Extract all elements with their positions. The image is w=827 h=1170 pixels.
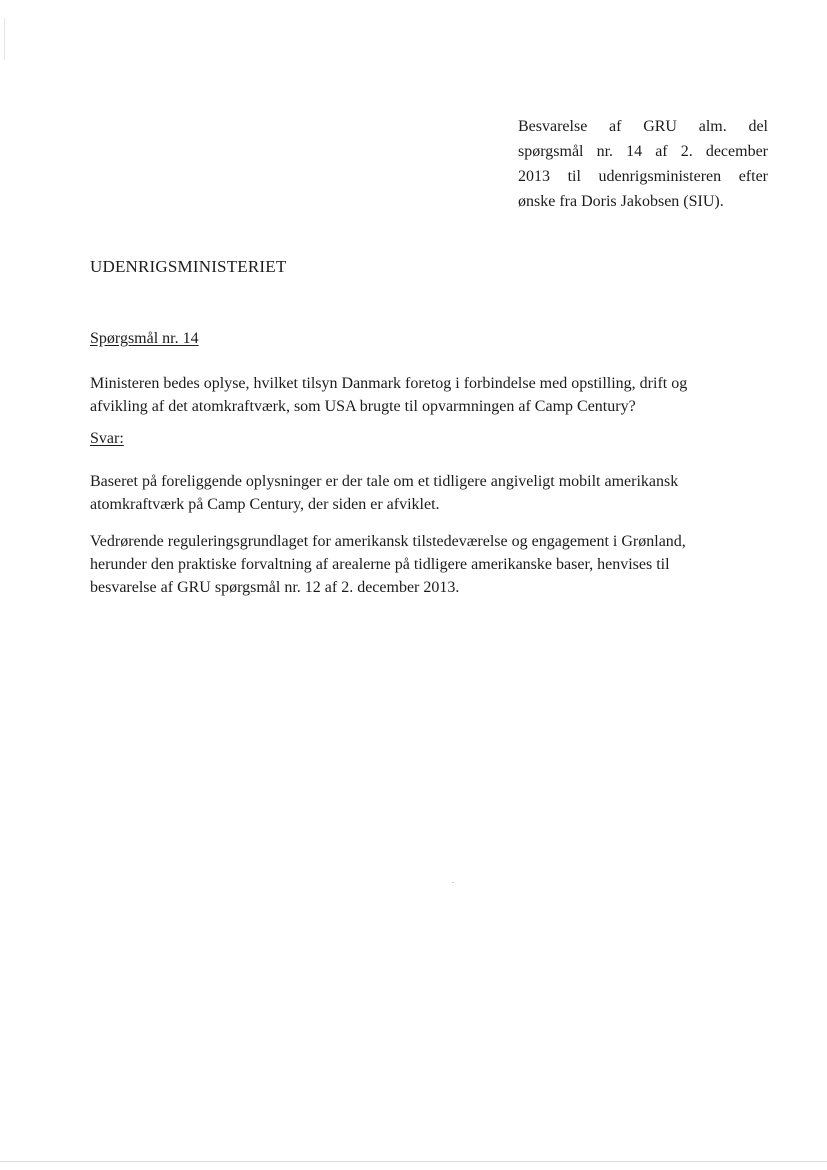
answer-paragraph-1 xyxy=(90,470,750,516)
reference-line: Besvarelse af GRU alm. del xyxy=(518,118,768,135)
answer-line: Baseret på foreliggende oplysninger er der tale om et tidligere angiveligt mobilt amerikansk xyxy=(90,473,679,490)
reference-line: 2013 til udenrigsministeren efter xyxy=(518,168,768,185)
scan-speck xyxy=(452,882,454,883)
ministry-name: UDENRIGSMINISTERIET xyxy=(90,257,287,276)
reference-block xyxy=(518,114,768,214)
reference-line: ønske fra Doris Jakobsen (SIU). xyxy=(518,193,724,210)
scan-bottom-edge xyxy=(0,1161,827,1162)
answer-heading: Svar: xyxy=(90,430,124,447)
answer-line: besvarelse af GRU spørgsmål nr. 12 af 2. december 2013. xyxy=(90,579,460,596)
reference-line: spørgsmål nr. 14 af 2. december xyxy=(518,143,768,160)
scan-edge-mark xyxy=(4,18,5,60)
answer-line: herunder den praktiske forvaltning af arealerne på tidligere amerikanske baser, henvises til xyxy=(90,556,670,573)
question-heading: Spørgsmål nr. 14 xyxy=(90,330,199,347)
answer-line: atomkraftværk på Camp Century, der siden er afviklet. xyxy=(90,496,440,513)
answer-line: Vedrørende reguleringsgrundlaget for amerikansk tilstedeværelse og engagement i Grønland, xyxy=(90,533,686,550)
question-line: Ministeren bedes oplyse, hvilket tilsyn Danmark foretog i forbindelse med opstilling, drift og xyxy=(90,375,688,392)
answer-paragraph-2 xyxy=(90,530,750,599)
question-text xyxy=(90,372,750,418)
question-line: afvikling af det atomkraftværk, som USA brugte til opvarmningen af Camp Century? xyxy=(90,398,636,415)
